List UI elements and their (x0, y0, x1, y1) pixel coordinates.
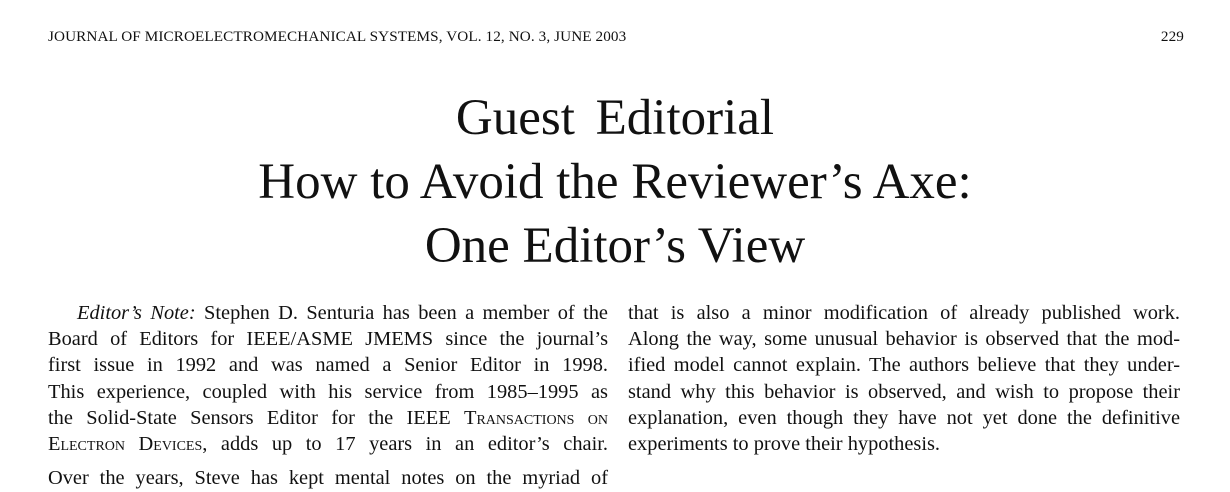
text-line: the Solid-State Sensors Editor for the IEEE Transactions on (48, 406, 608, 429)
journal-citation: JOURNAL OF MICROELECTROMECHANICAL SYSTEMS, VOL. 12, NO. 3, JUNE 2003 (48, 28, 627, 45)
text-line: first issue in 1992 and was named a Senior Editor in 1998. (48, 354, 608, 377)
editors-note-paragraph (48, 300, 608, 326)
text-line: This experience, coupled with his service from 1985–1995 as (48, 380, 608, 403)
page-number: 229 (1160, 28, 1184, 45)
transactions-name: Transactions on (463, 406, 608, 429)
text-line: Editor’s Note: Stephen D. Senturia has been a member of the (77, 302, 608, 324)
text-line: experiments to prove their hypothesis. (628, 433, 941, 456)
title-line-2: How to Avoid the Reviewer’s Axe: (258, 154, 972, 210)
text-line: Along the way, some unusual behavior is observed that the mod- (628, 328, 1180, 351)
text-line: Electron Devices, adds up to 17 years in an editor’s chair. (48, 433, 608, 456)
text-line: explanation, even though they have not yet done the definitive (628, 406, 1180, 429)
left-column (48, 300, 608, 457)
title-line-1: Guest Editorial (455, 90, 775, 146)
text-line: Board of Editors for IEEE/ASME JMEMS since the journal’s (48, 328, 608, 351)
running-header (48, 28, 1184, 52)
electron-devices-name: Electron Devices (48, 433, 203, 456)
right-column (628, 300, 1180, 457)
text-line: stand why this behavior is observed, and wish to propose their (628, 380, 1180, 403)
text-line: ified model cannot explain. The authors believe that they under- (628, 354, 1180, 377)
title-line-3: One Editor’s View (424, 218, 806, 274)
article-title (0, 86, 1230, 278)
cut-off-line: Over the years, Steve has kept mental notes on the myriad of (48, 467, 608, 489)
text-line: that is also a minor modification of already published work. (628, 302, 1180, 324)
editors-note-label: Editor’s Note: (77, 302, 196, 324)
